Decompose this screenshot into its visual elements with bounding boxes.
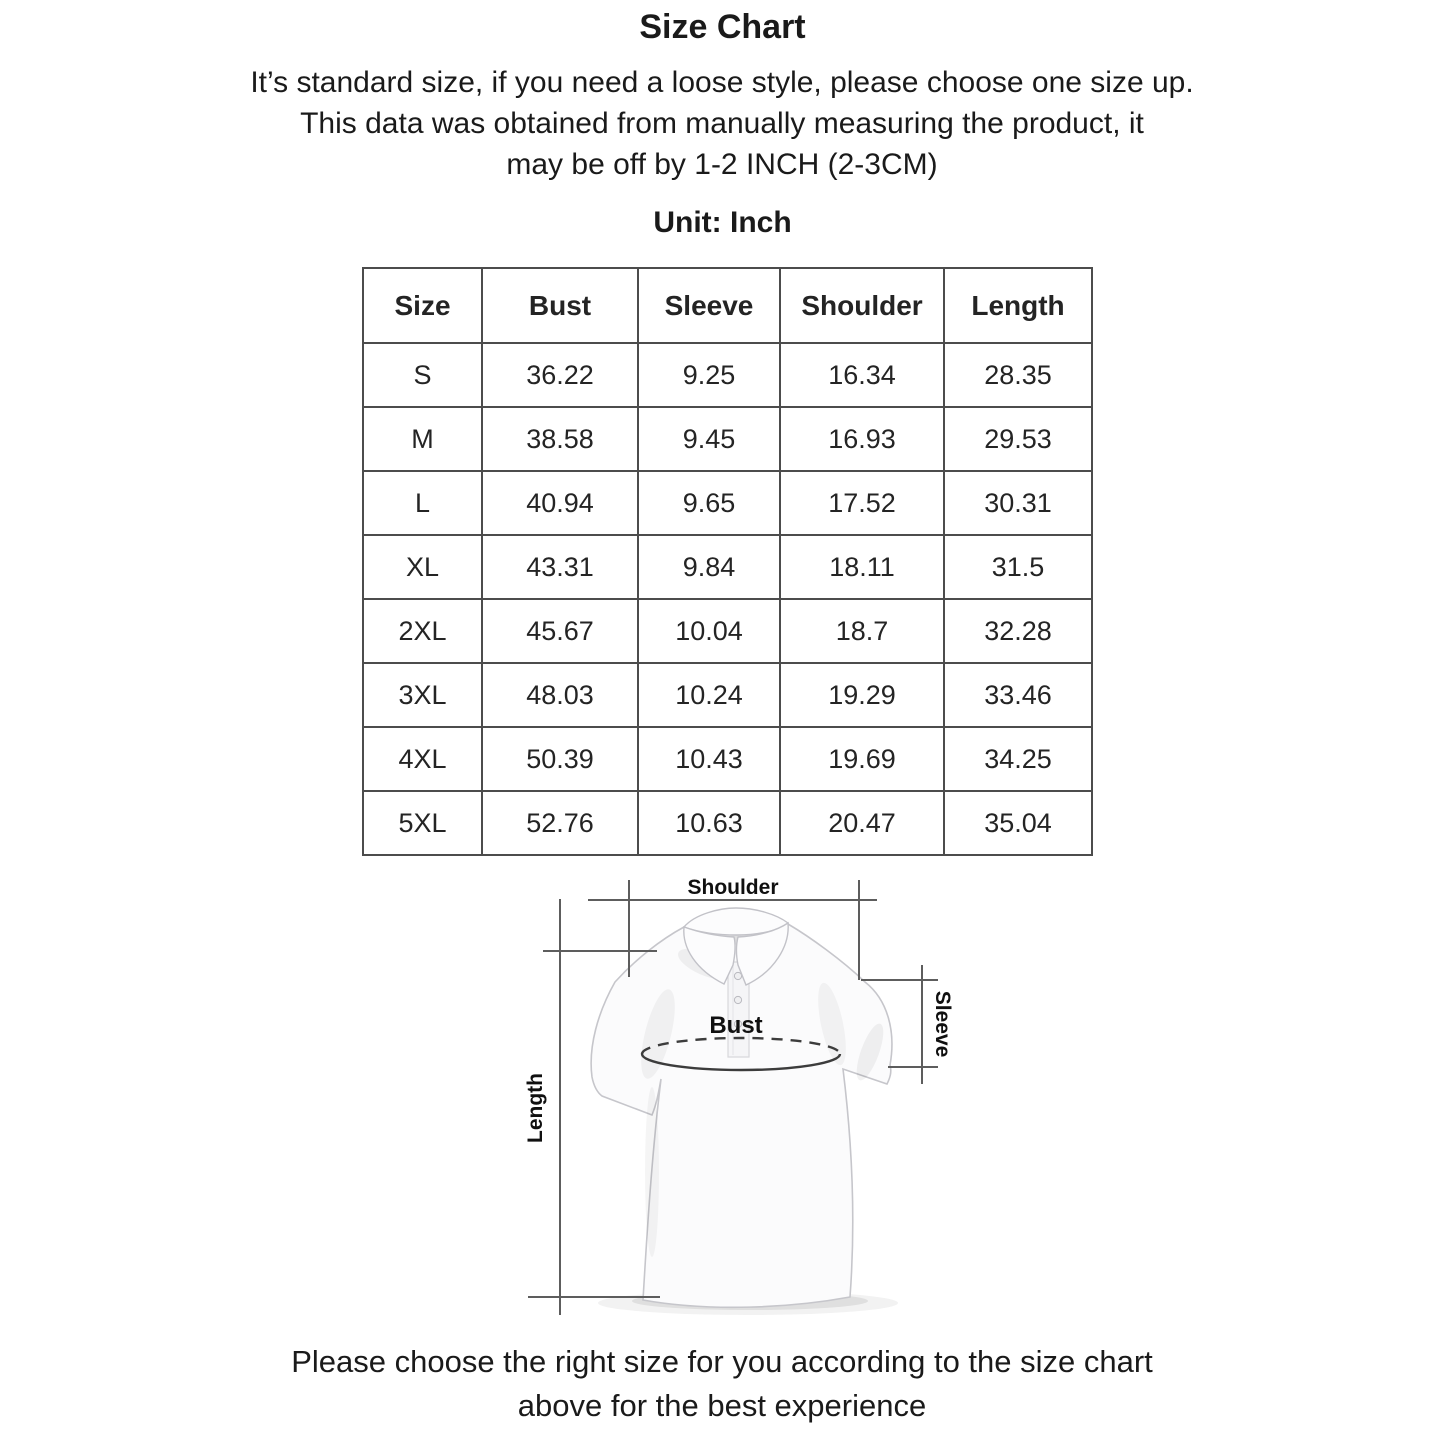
table-row [363, 535, 1092, 599]
bust-cell: 48.03 [482, 663, 638, 727]
sleeve-cell: 9.45 [638, 407, 780, 471]
shoulder-cell: 16.93 [780, 407, 944, 471]
column-header-bust: Bust [482, 268, 638, 343]
size-cell: XL [363, 535, 482, 599]
table-row [363, 791, 1092, 855]
sleeve-cell: 10.43 [638, 727, 780, 791]
table-row [363, 599, 1092, 663]
column-header-sleeve: Sleeve [638, 268, 780, 343]
size-cell: S [363, 343, 482, 407]
length-cell: 28.35 [944, 343, 1092, 407]
shoulder-cell: 19.69 [780, 727, 944, 791]
sleeve-cell: 9.25 [638, 343, 780, 407]
table-row [363, 471, 1092, 535]
sleeve-cell: 10.63 [638, 791, 780, 855]
bust-cell: 45.67 [482, 599, 638, 663]
length-cell: 29.53 [944, 407, 1092, 471]
bust-cell: 50.39 [482, 727, 638, 791]
size-table [362, 267, 1093, 856]
length-cell: 33.46 [944, 663, 1092, 727]
shoulder-cell: 18.11 [780, 535, 944, 599]
length-cell: 32.28 [944, 599, 1092, 663]
button [734, 996, 741, 1003]
footer-line-1: Please choose the right size for you according to the size chart [291, 1344, 1153, 1379]
shoulder-cell: 17.52 [780, 471, 944, 535]
sleeve-label: Sleeve [931, 990, 954, 1058]
bust-cell: 38.58 [482, 407, 638, 471]
size-cell: M [363, 407, 482, 471]
table-row [363, 343, 1092, 407]
button [734, 972, 741, 979]
table-row [363, 663, 1092, 727]
footer-note [122, 1340, 1322, 1428]
size-cell: L [363, 471, 482, 535]
footer-line-2: above for the best experience [517, 1388, 927, 1423]
sleeve-cell: 9.65 [638, 471, 780, 535]
measurement-diagram [480, 872, 1000, 1327]
size-cell: 2XL [363, 599, 482, 663]
length-cell: 35.04 [944, 791, 1092, 855]
shoulder-cell: 16.34 [780, 343, 944, 407]
table-header-row [363, 268, 1092, 343]
shoulder-label: Shoulder [687, 876, 779, 899]
intro-line-3: may be off by 1-2 INCH (2-3CM) [506, 148, 938, 181]
intro-paragraph [122, 62, 1322, 185]
length-label: Length [524, 1073, 547, 1143]
bust-cell: 52.76 [482, 791, 638, 855]
sleeve-cell: 10.04 [638, 599, 780, 663]
bust-cell: 36.22 [482, 343, 638, 407]
column-header-size: Size [363, 268, 482, 343]
bust-cell: 43.31 [482, 535, 638, 599]
size-cell: 3XL [363, 663, 482, 727]
bust-cell: 40.94 [482, 471, 638, 535]
bust-label: Bust [709, 1012, 763, 1039]
length-cell: 30.31 [944, 471, 1092, 535]
sleeve-cell: 9.84 [638, 535, 780, 599]
table-row [363, 407, 1092, 471]
size-cell: 5XL [363, 791, 482, 855]
length-cell: 34.25 [944, 727, 1092, 791]
shoulder-cell: 20.47 [780, 791, 944, 855]
column-header-length: Length [944, 268, 1092, 343]
shoulder-cell: 19.29 [780, 663, 944, 727]
intro-line-2: This data was obtained from manually measuring the product, it [300, 107, 1144, 140]
shoulder-cell: 18.7 [780, 599, 944, 663]
sleeve-cell: 10.24 [638, 663, 780, 727]
page-title: Size Chart [639, 8, 806, 46]
unit-label: Unit: Inch [653, 206, 792, 239]
length-cell: 31.5 [944, 535, 1092, 599]
fold-shading [645, 1087, 659, 1257]
size-cell: 4XL [363, 727, 482, 791]
intro-line-1: It’s standard size, if you need a loose style, please choose one size up. [250, 66, 1194, 99]
column-header-shoulder: Shoulder [780, 268, 944, 343]
table-row [363, 727, 1092, 791]
